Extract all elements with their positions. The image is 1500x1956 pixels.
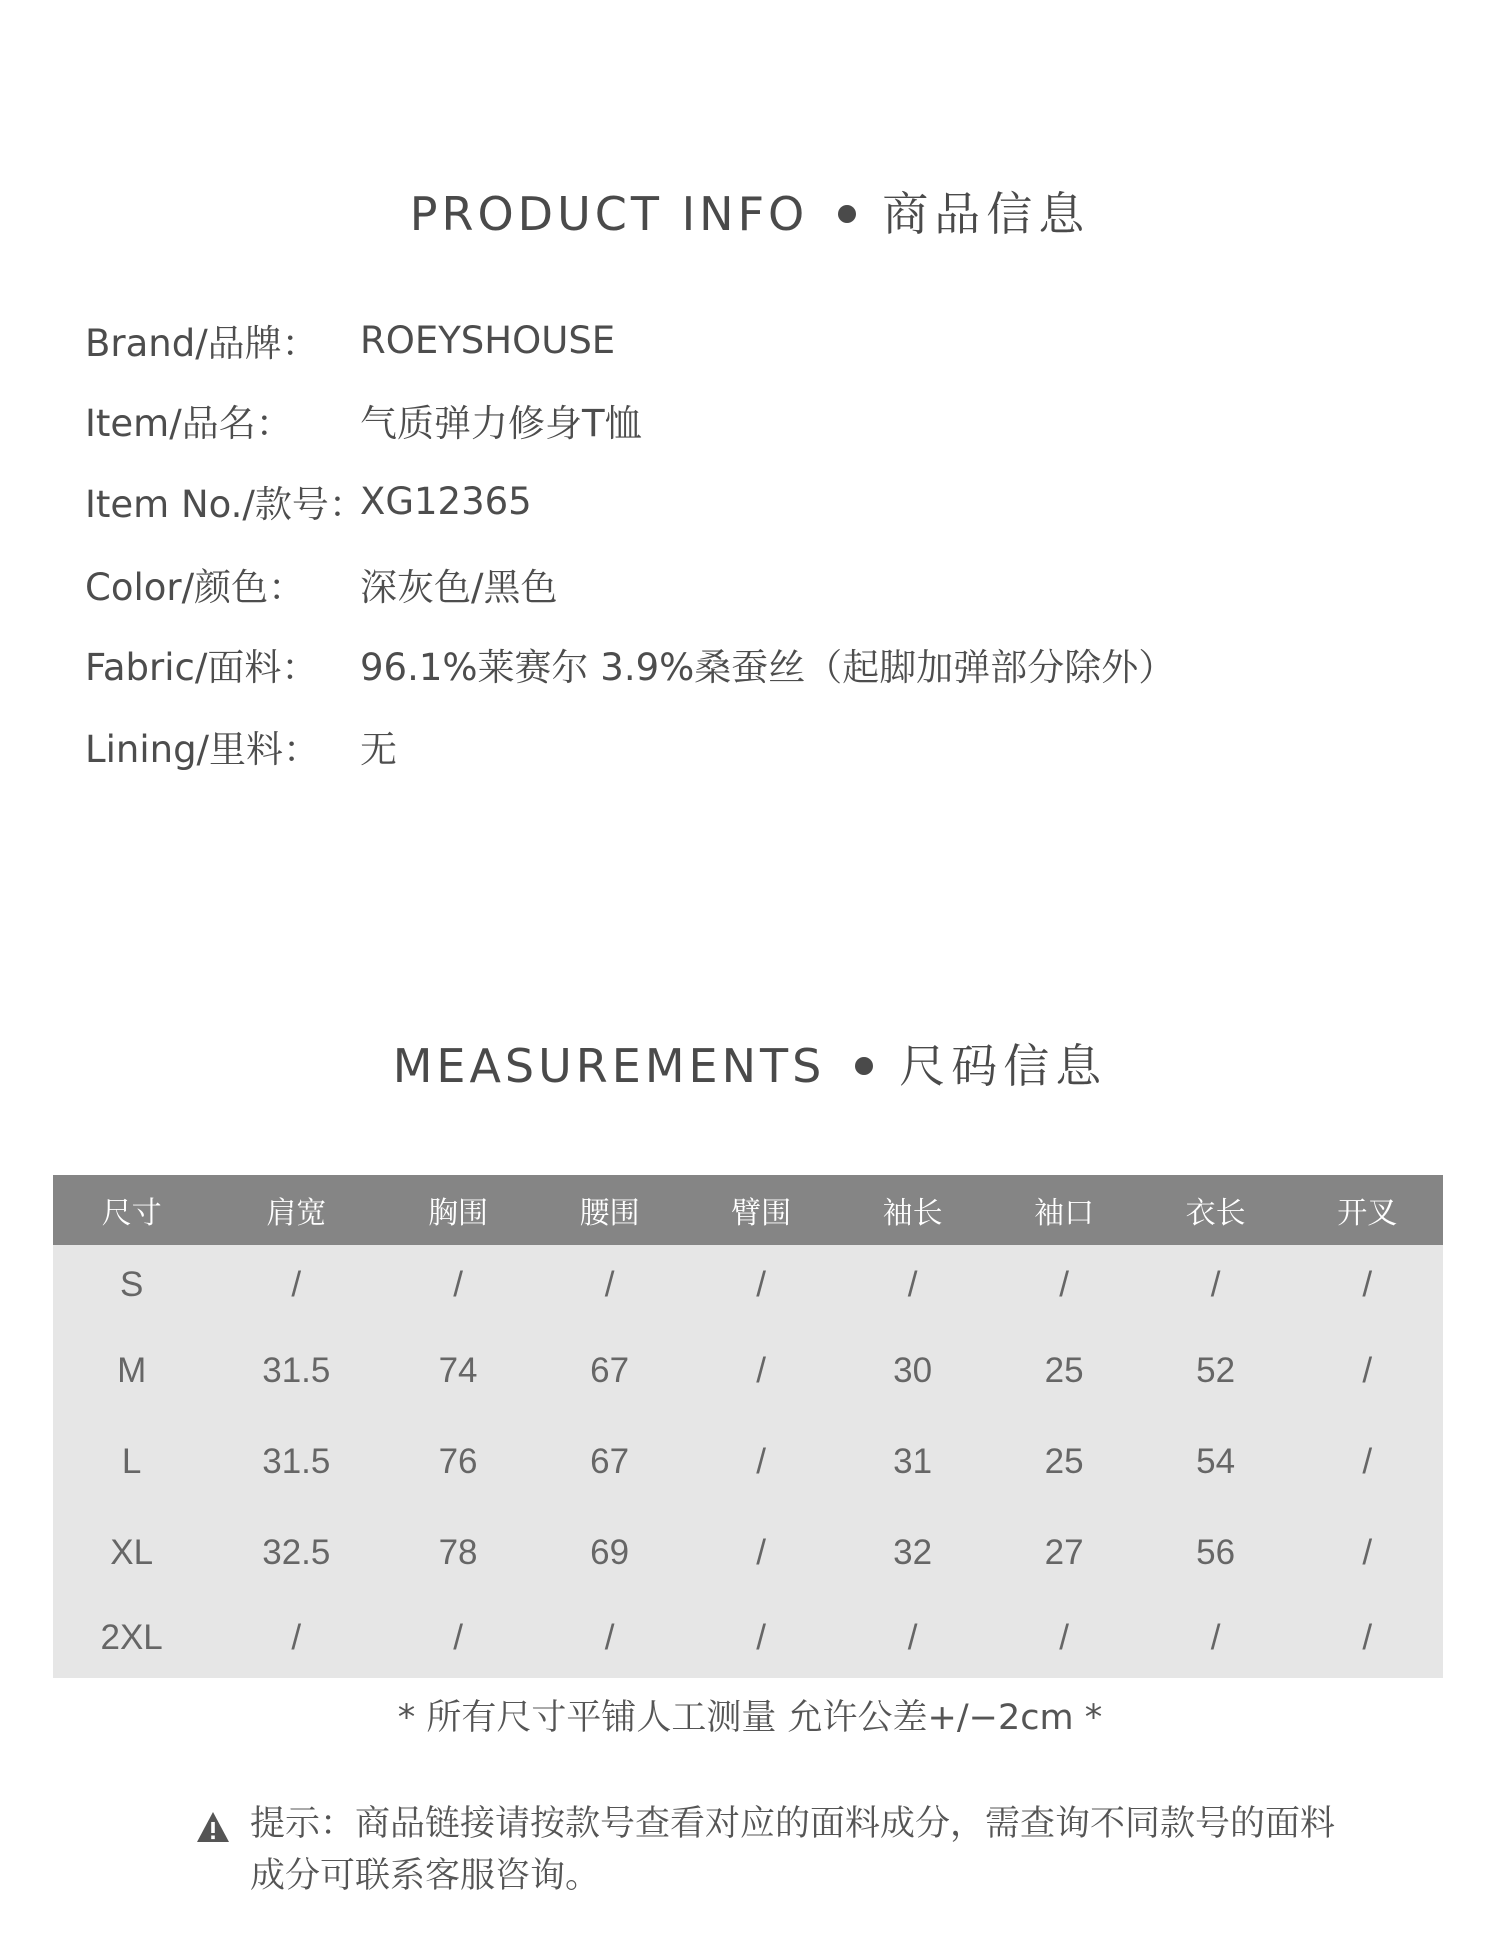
info-value: ROEYSHOUSE xyxy=(360,318,616,362)
info-label: Lining/里料： xyxy=(85,728,321,771)
size-table xyxy=(53,1175,1443,1678)
table-cell: / xyxy=(1291,1416,1443,1507)
column-header: 开叉 xyxy=(1291,1175,1443,1245)
table-cell: 54 xyxy=(1140,1416,1292,1507)
measurements-heading-en: MEASUREMENTS xyxy=(392,1039,826,1093)
table-row xyxy=(53,1598,1443,1678)
table-cell: 76 xyxy=(382,1416,534,1507)
table-row xyxy=(53,1507,1443,1598)
table-cell: 25 xyxy=(988,1325,1140,1416)
table-cell: 25 xyxy=(988,1416,1140,1507)
info-label: Item/品名： xyxy=(85,402,293,445)
tip-text: 提示：商品链接请按款号查看对应的面料成分，需查询不同款号的面料成分可联系客服咨询。 xyxy=(250,1804,1336,1896)
info-value: XG12365 xyxy=(360,479,532,523)
info-row-lining xyxy=(85,716,397,776)
table-cell: / xyxy=(685,1245,837,1325)
column-header: 臂围 xyxy=(685,1175,837,1245)
info-row-item-no xyxy=(85,471,532,531)
table-cell: / xyxy=(685,1325,837,1416)
table-cell: 27 xyxy=(988,1507,1140,1598)
table-cell: 31 xyxy=(837,1416,989,1507)
table-cell: 32.5 xyxy=(210,1507,382,1598)
table-cell: / xyxy=(1140,1598,1292,1678)
info-value: 气质弹力修身T恤 xyxy=(360,402,642,445)
table-cell: / xyxy=(685,1598,837,1678)
column-header: 尺寸 xyxy=(53,1175,210,1245)
info-label: Brand/品牌： xyxy=(85,322,319,365)
info-row-color xyxy=(85,554,557,614)
table-row xyxy=(53,1416,1443,1507)
info-value: 深灰色/黑色 xyxy=(360,566,558,609)
column-header: 腰围 xyxy=(534,1175,686,1245)
info-value: 96.1%莱赛尔 3.9%桑蚕丝（起脚加弹部分除外） xyxy=(360,646,1176,689)
info-row-item xyxy=(85,390,642,450)
heading-dot xyxy=(855,1057,873,1075)
info-row-fabric xyxy=(85,634,1175,694)
table-cell: / xyxy=(1291,1245,1443,1325)
table-cell: / xyxy=(382,1598,534,1678)
info-label: Item No./款号： xyxy=(85,483,366,526)
heading-dot xyxy=(838,205,856,223)
table-cell: / xyxy=(685,1416,837,1507)
product-info-heading-en: PRODUCT INFO xyxy=(409,187,809,241)
table-cell: 32 xyxy=(837,1507,989,1598)
column-header: 袖口 xyxy=(988,1175,1140,1245)
info-value: 无 xyxy=(360,728,397,771)
table-cell: / xyxy=(534,1245,686,1325)
table-row xyxy=(53,1325,1443,1416)
table-cell: / xyxy=(534,1598,686,1678)
table-cell: / xyxy=(382,1245,534,1325)
table-cell: / xyxy=(1140,1245,1292,1325)
table-cell: M xyxy=(53,1325,210,1416)
size-table-header xyxy=(53,1175,1443,1245)
table-cell: 52 xyxy=(1140,1325,1292,1416)
table-cell: / xyxy=(988,1598,1140,1678)
table-cell: / xyxy=(210,1245,382,1325)
table-cell: 56 xyxy=(1140,1507,1292,1598)
table-cell: / xyxy=(210,1598,382,1678)
table-cell: 31.5 xyxy=(210,1325,382,1416)
table-cell: 78 xyxy=(382,1507,534,1598)
product-info-heading-cn: 商品信息 xyxy=(882,187,1091,241)
warning-icon xyxy=(196,1806,230,1838)
table-cell: 30 xyxy=(837,1325,989,1416)
table-cell: 69 xyxy=(534,1507,686,1598)
table-cell: / xyxy=(1291,1325,1443,1416)
table-cell: 67 xyxy=(534,1416,686,1507)
table-cell: / xyxy=(837,1598,989,1678)
info-row-brand xyxy=(85,310,615,370)
table-row xyxy=(53,1245,1443,1325)
table-cell: / xyxy=(988,1245,1140,1325)
table-cell: 2XL xyxy=(53,1598,210,1678)
table-cell: / xyxy=(1291,1507,1443,1598)
product-info-heading xyxy=(0,178,1500,244)
info-label: Color/颜色： xyxy=(85,566,306,609)
table-cell: / xyxy=(685,1507,837,1598)
column-header: 袖长 xyxy=(837,1175,989,1245)
table-cell: S xyxy=(53,1245,210,1325)
column-header: 肩宽 xyxy=(210,1175,382,1245)
table-cell: XL xyxy=(53,1507,210,1598)
measurement-note: * 所有尺寸平铺人工测量 允许公差+/−2cm * xyxy=(397,1698,1103,1738)
table-cell: 67 xyxy=(534,1325,686,1416)
column-header: 衣长 xyxy=(1140,1175,1292,1245)
table-cell: 31.5 xyxy=(210,1416,382,1507)
measurements-heading xyxy=(0,1030,1500,1096)
table-cell: L xyxy=(53,1416,210,1507)
column-header: 胸围 xyxy=(382,1175,534,1245)
table-cell: / xyxy=(1291,1598,1443,1678)
table-cell: 74 xyxy=(382,1325,534,1416)
table-cell: / xyxy=(837,1245,989,1325)
measurements-heading-cn: 尺码信息 xyxy=(899,1039,1108,1093)
info-label: Fabric/面料： xyxy=(85,646,319,689)
